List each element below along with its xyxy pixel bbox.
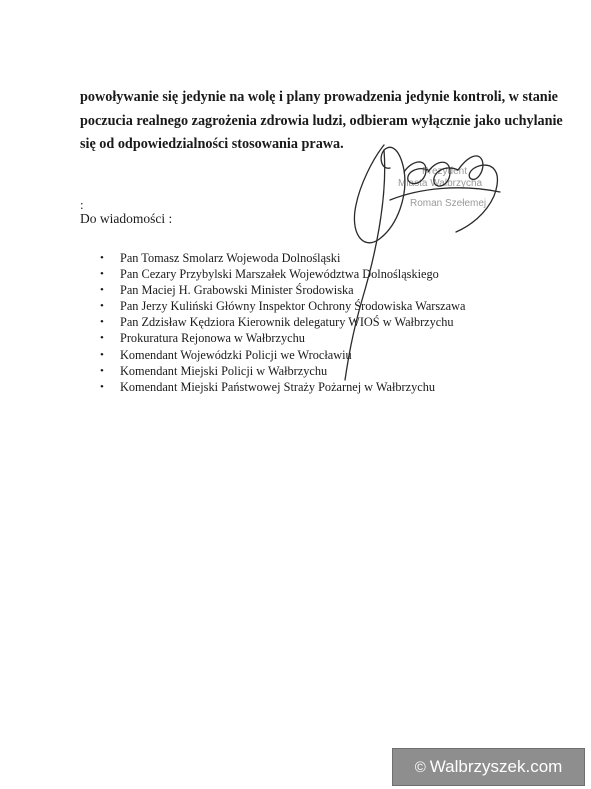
recipient-text: Komendant Miejski Państwowej Straży Pożarnej w Wałbrzychu [120,379,436,394]
recipient-text: Komendant Miejski Policji w Wałbrzychu [120,363,328,378]
recipient-text: Pan Maciej H. Grabowski Minister Środowiska [120,283,354,298]
recipient-text: Pan Cezary Przybylski Marszałek Województwa Dolnośląskiego [120,267,439,282]
paragraph-line-1: powoływanie się jedynie na wolę i plany prowadzenia jedynie kontroli, w stanie [80,89,558,105]
bullet-icon: • [100,300,104,313]
bullet-icon: • [100,284,104,297]
recipients-label: Do wiadomości : [80,211,173,226]
bullet-icon: • [100,316,104,329]
recipient-text: Pan Jerzy Kuliński Główny Inspektor Ochrony Środowiska Warszawa [120,299,466,314]
paragraph-line-2: poczucia realnego zagrożenia zdrowia ludzi, odbieram wyłącznie jako uchylanie [80,112,563,129]
stamp-title: Prezydent [422,166,468,177]
recipient-text: Pan Tomasz Smolarz Wojewoda Dolnośląski [120,251,341,265]
bullet-icon: • [100,380,104,393]
recipient-text: Pan Zdzisław Kędziora Kierownik delegatury WIOŚ w Wałbrzychu [120,315,454,330]
paragraph-line-3: się od odpowiedzialności stosowania prawa. [80,136,344,152]
watermark-content [415,757,563,777]
colon-mark: : [80,197,84,212]
bullet-icon: • [100,268,104,281]
recipient-text: Komendant Wojewódzki Policji we Wrocławiu [120,347,352,362]
stamp-office: Miasta Wałbrzycha [398,178,483,189]
watermark-text: Walbrzyszek.com [429,757,563,776]
stamp-name: Roman Szełemej [410,198,487,209]
bullet-icon: • [100,364,104,377]
bullet-icon: • [100,252,104,264]
copyright-icon: © [414,758,426,776]
bullet-icon: • [100,348,104,361]
bullet-icon: • [100,332,104,345]
recipient-text: Prokuratura Rejonowa w Wałbrzychu [120,331,305,346]
watermark-badge [392,748,585,786]
